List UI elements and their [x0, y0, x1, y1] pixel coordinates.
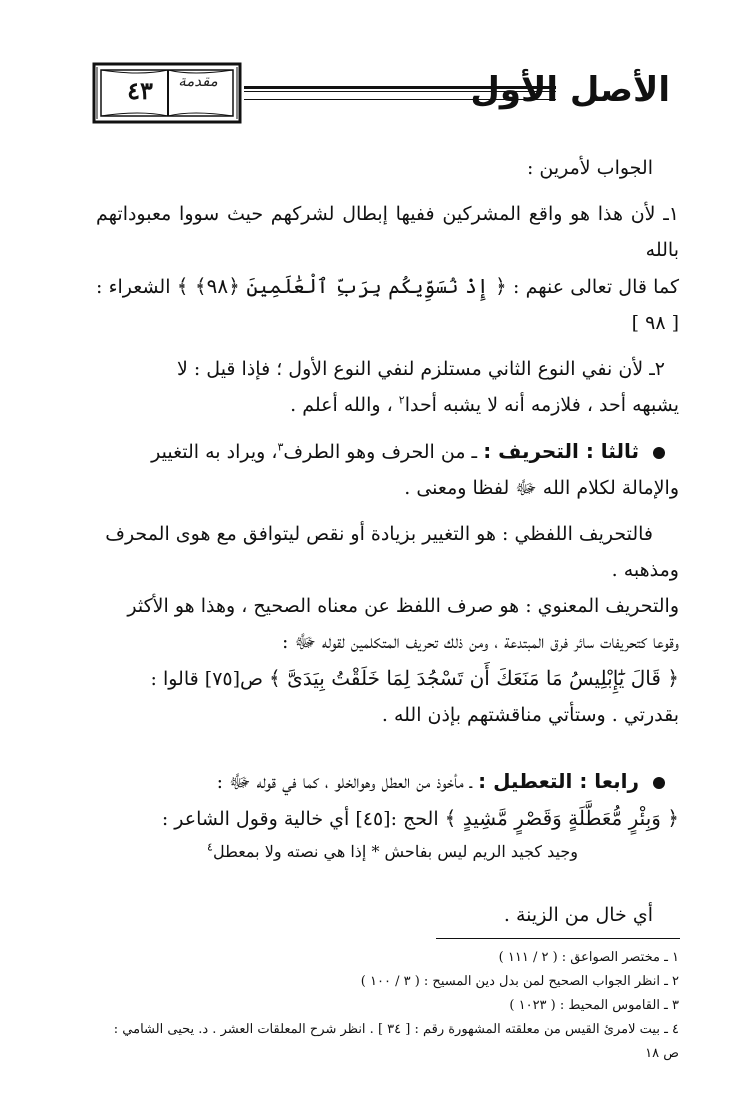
fourth-definition: ـ مأخوذ من العطل وهوالخلو ، كما في قوله ﷻ :	[216, 771, 473, 793]
third-heading-line	[96, 433, 679, 470]
manawi-qalu: قالوا :	[150, 668, 205, 690]
chapter-title: الأصل الأول	[470, 70, 670, 110]
manawi-line-2: وقوعا كتحريفات سائر فرق المبتدعة ، ومن ذلك تحريف المتكلمين لقوله ﷻ :	[282, 631, 679, 653]
page-number: ٤٣	[127, 76, 153, 105]
footnote-1: ١ ـ مختصر الصواعق : ( ٢ / ١١١ )	[498, 950, 679, 965]
reason-2-line-2	[96, 387, 679, 423]
term-tatil: رابعا : التعطيل :	[478, 769, 639, 793]
footnote-ref-3: ٣	[277, 440, 284, 454]
manawi-line-3	[96, 660, 679, 697]
reason-1-line-1: ١ـ لأن هذا هو واقع المشركين ففيها إبطال لشركهم حيث سووا معبوداتهم بالله	[96, 203, 679, 261]
quran-verse-3: ﴿ وَبِئْرٍ مُّعَطَّلَةٍ وَقَصْرٍ مَّشِيدٍ ﴾	[444, 806, 679, 830]
quran-verse-2: ﴿ قَالَ يَٰٓإِبْلِيسُ مَا مَنَعَكَ أَن تَسْجُدَ لِمَا خَلَقْتُ بِيَدَىَّ ﴾	[269, 666, 679, 690]
verse-reference: الشعراء : [ ٩٨ ]	[96, 276, 679, 334]
footnote-2: ٢ ـ انظر الجواب الصحيح لمن بدل دين المسيح : ( ٣ / ١٠٠ )	[360, 974, 679, 989]
poem-text: وجيد كجيد الريم ليس بفاحش * إذا هي نصته ولا بمعطل	[212, 842, 578, 861]
reason-1-lead: كما قال تعالى عنهم :	[512, 276, 679, 298]
reason-1-line-2	[96, 268, 679, 341]
fourth-poet: أي خالية وقول الشاعر :	[161, 808, 356, 830]
third-definition: ـ من الحرف وهو الطرف	[283, 441, 478, 463]
fourth-line-2	[96, 800, 679, 837]
bullet-icon	[653, 447, 665, 459]
verse-reference-2: ص[٧٥]	[204, 668, 263, 690]
reason-2-end: ، والله أعلم .	[290, 394, 399, 416]
bullet-icon	[653, 777, 665, 789]
term-tahrif: ثالثا : التحريف :	[483, 439, 639, 463]
manawi-line-4: بقدرتي . وستأتي مناقشتهم بإذن الله .	[381, 704, 679, 726]
footnote-divider	[436, 938, 680, 939]
header-ornament-text: مقدمة	[178, 72, 218, 90]
quran-verse: ﴿ إِذْ نُسَوِّيكُم بِرَبِّ ٱلْعَٰلَمِينَ ﴿٩٨﴾ ﴾	[176, 274, 507, 298]
answer-intro: الجواب لأمرين :	[526, 157, 653, 179]
footnote-3: ٣ ـ القاموس المحيط : ( ١٠٢٣ )	[509, 998, 679, 1013]
reason-2-text: يشبهه أحد ، فلازمه أنه لا يشبه أحدا	[404, 394, 679, 416]
lafzi-line-1: فالتحريف اللفظي : هو التغيير بزيادة أو نقص ليتوافق مع هوى المحرف	[105, 523, 653, 545]
fourth-heading-line	[96, 763, 679, 800]
verse-reference-3: الحج :[٤٥]	[355, 808, 439, 830]
main-text	[96, 150, 679, 933]
reason-2-line-1: ٢ـ لأن نفي النوع الثاني مستلزم لنفي النوع الأول ؛ فإذا قيل : لا	[176, 358, 665, 380]
poem-verse	[96, 837, 679, 867]
footnotes	[96, 946, 679, 1066]
footnote-4: ٤ ـ بيت لامرئ القيس من معلقته المشهورة رقم : [ ٣٤ ] . انظر شرح المعلقات العشر . د. يحيى الشامي : ص ١٨	[113, 1022, 679, 1061]
manawi-line-1: والتحريف المعنوي : هو صرف اللفظ عن معناه الصحيح ، وهذا هو الأكثر	[127, 595, 679, 617]
footnote-ref-2: ٢	[398, 393, 405, 407]
footnote-ref-4: ٤	[207, 840, 213, 854]
closing-line: أي خال من الزينة .	[503, 904, 653, 926]
third-definition-end: ، ويراد به التغيير	[151, 441, 278, 463]
third-line-2: والإمالة لكلام الله ﷻ لفظا ومعنى .	[404, 477, 679, 499]
page-header	[92, 62, 672, 128]
lafzi-line-2: ومذهبه .	[611, 559, 679, 581]
